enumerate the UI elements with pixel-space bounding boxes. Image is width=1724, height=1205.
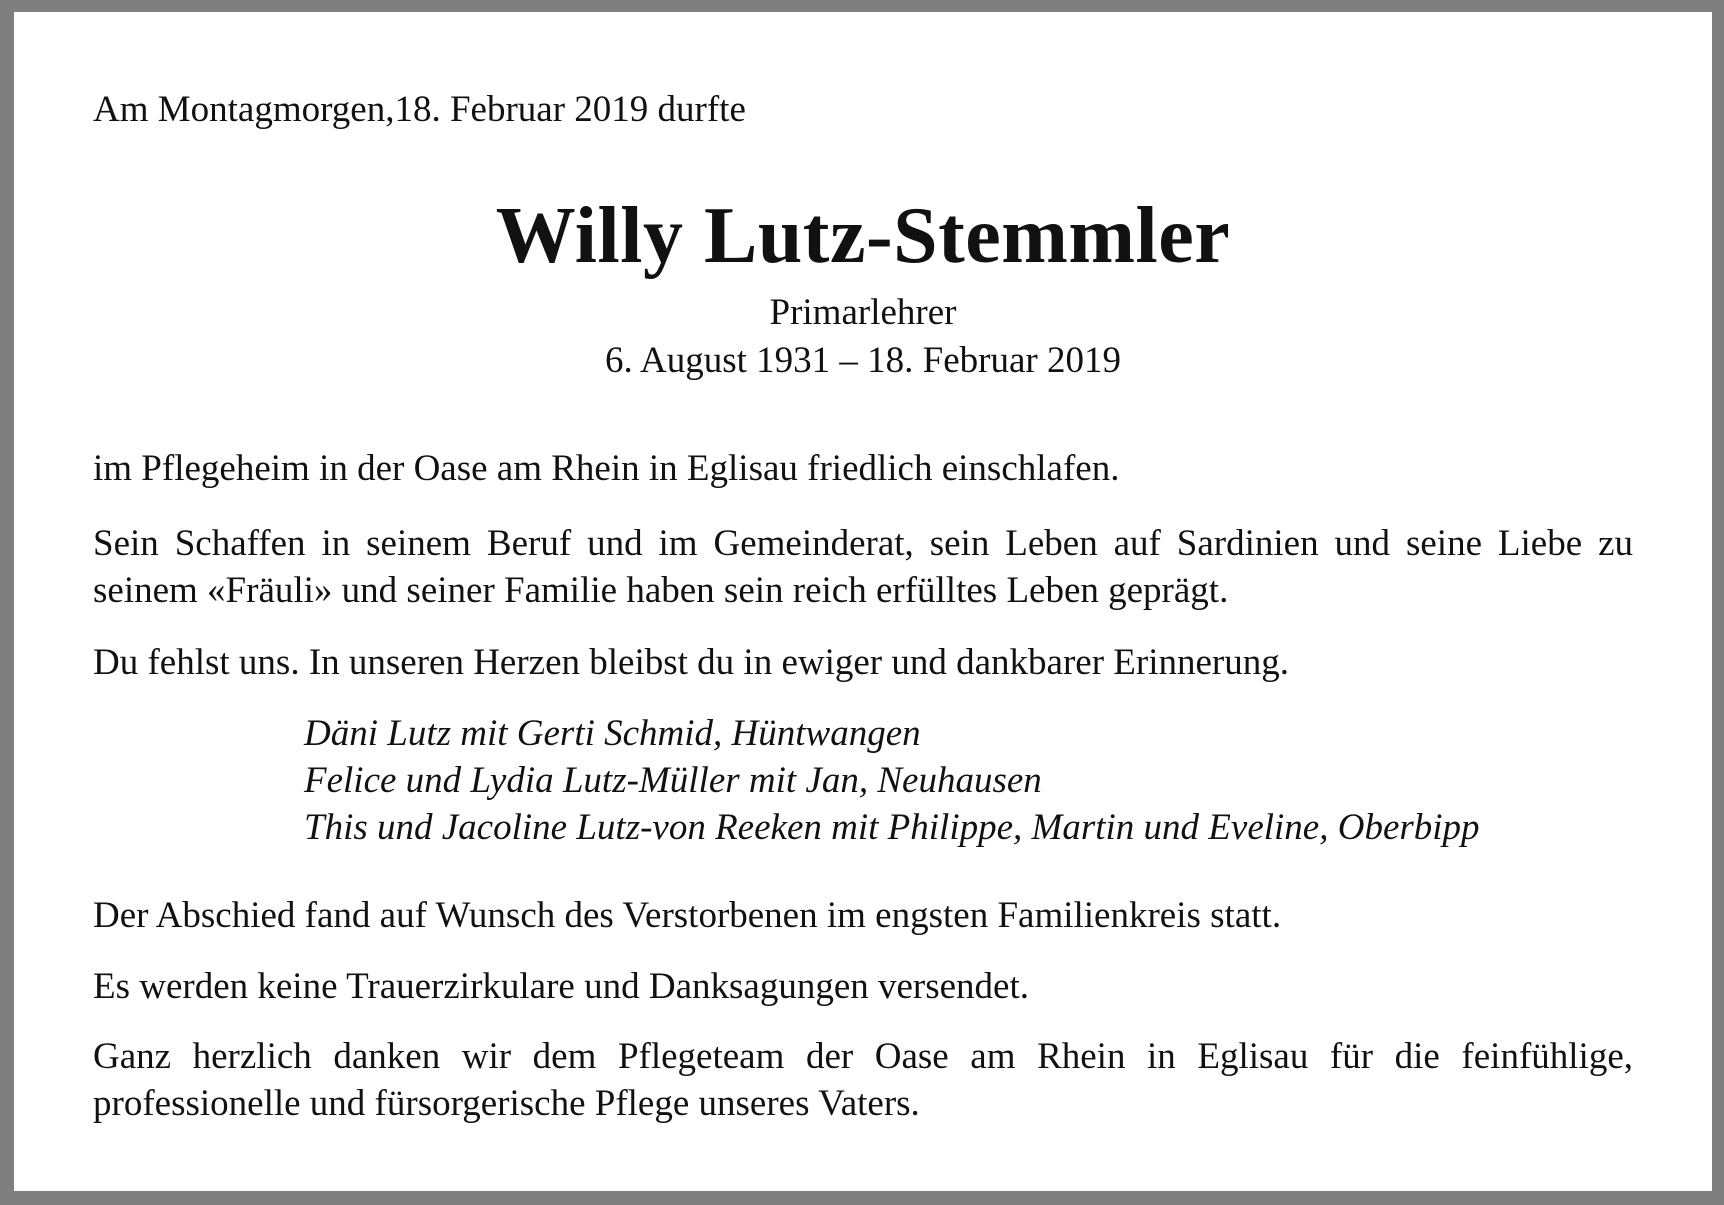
signer-line: Däni Lutz mit Gerti Schmid, Hüntwangen	[304, 713, 921, 754]
paragraph-no-circulars: Es werden keine Trauerzirkulare und Danksagungen versendet.	[93, 966, 1030, 1007]
paragraph-thanks: Ganz herzlich danken wir dem Pflegeteam der Oase am Rhein in Eglisau für die feinfühlige, professionelle und fürsorgerische Pflege unseres Vaters.	[93, 1036, 1633, 1124]
signer-line: This und Jacoline Lutz-von Reeken mit Philippe, Martin und Eveline, Oberbipp	[304, 807, 1480, 848]
deceased-name: Willy Lutz-Stemmler	[495, 192, 1231, 280]
paragraph-life: Sein Schaffen in seinem Beruf und im Gemeinderat, sein Leben auf Sardinien und seine Liebe zu seinem «Fräuli» und seiner Familie haben sein reich erfülltes Leben geprägt.	[93, 523, 1633, 611]
life-dates: 6. August 1931 – 18. Februar 2019	[605, 340, 1121, 381]
paragraph-passing: im Pflegeheim in der Oase am Rhein in Eglisau friedlich einschlafen.	[93, 448, 1120, 489]
profession: Primarlehrer	[769, 292, 957, 333]
intro-text: Am Montagmorgen,18. Februar 2019 durfte	[93, 89, 746, 130]
signers-list	[304, 710, 1480, 851]
obituary-page	[14, 12, 1712, 1191]
signer-line: Felice und Lydia Lutz-Müller mit Jan, Neuhausen	[304, 760, 1042, 801]
paragraph-farewell: Der Abschied fand auf Wunsch des Verstorbenen im engsten Familienkreis statt.	[93, 895, 1282, 936]
paragraph-remembrance: Du fehlst uns. In unseren Herzen bleibst du in ewiger und dankbarer Erinnerung.	[93, 642, 1289, 683]
